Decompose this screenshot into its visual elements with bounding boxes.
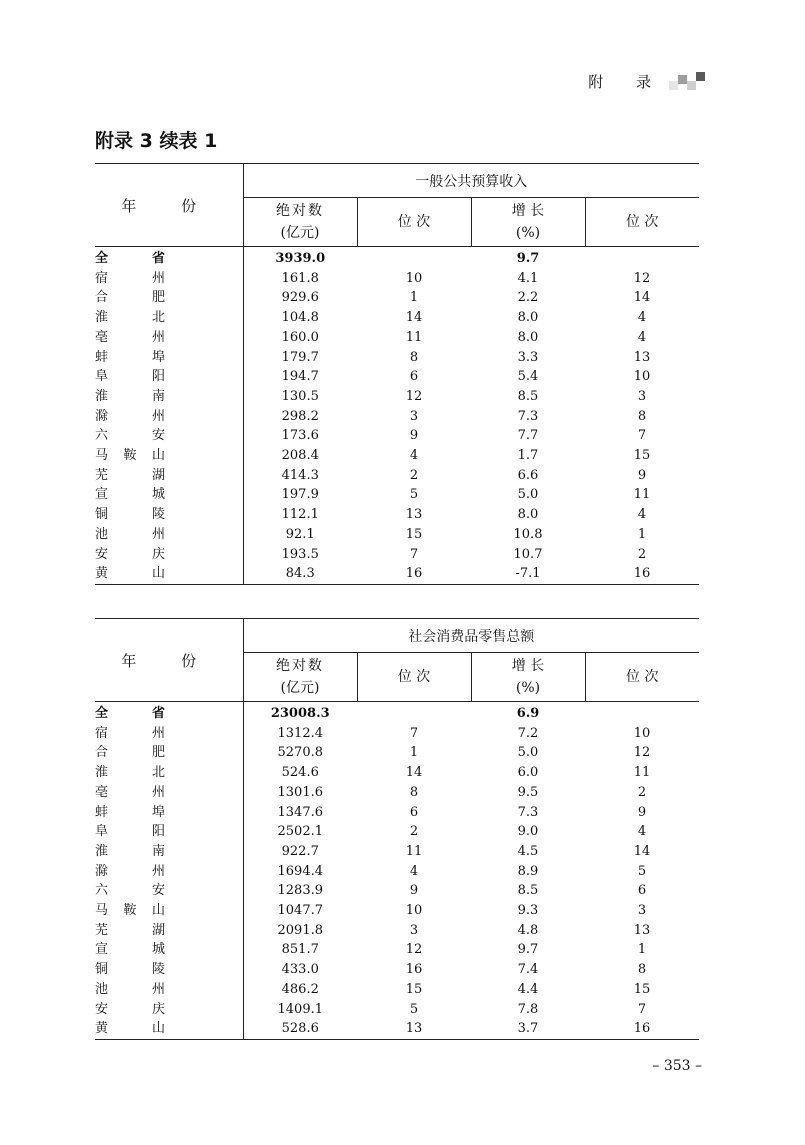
table-row [95,466,699,486]
rank-cell: 15 [405,981,423,997]
growth-rank-cell [585,702,699,724]
growth-value-cell: 7.2 [517,725,539,741]
growth-rank-cell: 9 [637,804,647,820]
growth-value-cell: 5.0 [517,487,539,503]
region-label: 宣城 [95,942,165,958]
growth-rank-cell: 15 [633,981,651,997]
running-header [588,70,705,92]
rank-cell: 2 [409,467,419,483]
abs-value-cell: 1347.6 [277,804,323,820]
abs-value-cell: 173.6 [281,428,319,444]
growth-rank-cell: 7 [637,428,647,444]
abs-value-cell: 1283.9 [277,883,323,899]
region-label: 铜陵 [95,507,165,523]
region-cell [95,960,243,980]
rank-cell: 8 [409,349,419,365]
abs-value-cell: 208.4 [281,448,319,464]
growth-rank-cell: 1 [637,526,647,542]
growth-rank-cell: 15 [633,448,651,464]
region-label: 淮南 [95,388,165,404]
growth-rank-cell: 1 [637,942,647,958]
abs-value-cell: 524.6 [281,765,319,781]
abs-value-cell: 193.5 [281,546,319,562]
growth-value-cell: 10.7 [513,546,543,562]
growth-value-cell: 4.4 [517,981,539,997]
region-cell [95,505,243,525]
rank-cell: 13 [357,1019,471,1039]
header-label: 附 录 [588,72,665,91]
region-cell [95,862,243,882]
table-row [95,545,699,565]
growth-value-cell: 8.5 [517,883,539,899]
rank-cell: 2 [409,824,419,840]
growth-rank-cell: 3 [637,388,647,404]
rank-header: 位 次 [357,653,471,702]
growth-rank-cell: 4 [637,310,647,326]
region-label: 安庆 [95,1001,165,1017]
rank-cell: 9 [409,883,419,899]
table-row [95,1000,699,1020]
rank-cell: 11 [405,329,423,345]
rank-cell: 7 [409,546,419,562]
region-cell [95,485,243,505]
region-label: 淮北 [95,765,165,781]
region-label: 蚌埠 [95,804,165,820]
table-row [95,485,699,505]
growth-rank-cell: 4 [637,507,647,523]
rank-cell: 13 [405,507,423,523]
abs-value-cell: 1312.4 [277,725,323,741]
abs-value-cell: 3939.0 [275,251,326,266]
year-header: 年 份 [95,619,243,702]
abs-value-cell: 528.6 [243,1019,357,1039]
table-row [95,724,699,744]
rank-cell: 9 [409,428,419,444]
table-row [95,822,699,842]
rank-cell: 8 [409,784,419,800]
region-label: 合肥 [95,745,165,761]
region-label: 马鞍山 [95,448,165,464]
table-row [95,763,699,783]
abs-value-cell: 160.0 [281,329,319,345]
table-row [95,842,699,862]
table-row [95,783,699,803]
growth-rank-cell: 11 [633,765,651,781]
region-label: 芜湖 [95,467,165,483]
region-label: 全省 [95,706,165,721]
region-label: 亳州 [95,784,165,800]
region-label: 宣城 [95,487,165,503]
rank-cell: 4 [409,448,419,464]
abs-value-cell: 197.9 [281,487,319,503]
region-label: 安庆 [95,546,165,562]
rank-cell: 12 [405,942,423,958]
region-label: 六安 [95,428,165,444]
growth-value-cell: 1.7 [517,448,539,464]
growth-value-cell: 9.7 [517,942,539,958]
abs-value-cell: 130.5 [281,388,319,404]
rank-cell: 6 [409,369,419,385]
growth-rank-cell: 11 [633,487,651,503]
table-row [95,426,699,446]
region-label: 池州 [95,526,165,542]
table-row [95,407,699,427]
growth-rank-cell: 9 [637,467,647,483]
abs-value-cell: 2502.1 [277,824,323,840]
growth-value-cell: 7.3 [517,804,539,820]
region-cell [95,702,243,724]
table-row [95,960,699,980]
growth-value-cell: 7.7 [517,428,539,444]
growth-value-cell: 8.0 [517,310,539,326]
region-label: 蚌埠 [95,349,165,365]
table-row [95,387,699,407]
rank-cell: 16 [405,962,423,978]
region-cell [95,881,243,901]
growth-value-cell: 8.0 [517,507,539,523]
growth-value-cell: 7.8 [517,1001,539,1017]
region-cell [95,348,243,368]
abs-value-cell: 112.1 [281,507,319,523]
rank-cell: 10 [405,270,423,286]
growth-value-cell: 8.0 [517,329,539,345]
region-label: 铜陵 [95,962,165,978]
page-number: – 353 – [652,1058,702,1074]
abs-value-cell: 84.3 [243,564,357,584]
growth-value-cell: 5.4 [517,369,539,385]
abs-value-cell: 414.3 [281,467,319,483]
growth-value-cell: 9.0 [517,824,539,840]
growth-rank-cell: 14 [633,290,651,306]
region-label: 淮北 [95,310,165,326]
growth-header: 增 长 (%) [471,653,585,702]
growth-rank-cell: 13 [633,922,651,938]
region-label: 宿州 [95,270,165,286]
growth-rank-cell: 2 [637,546,647,562]
table-row [95,980,699,1000]
rank-cell: 15 [405,526,423,542]
table-row [95,1019,699,1039]
region-cell [95,724,243,744]
rank-cell: 5 [409,1001,419,1017]
abs-header: 绝对数 (亿元) [243,198,357,247]
region-cell [95,466,243,486]
growth-value-cell: 7.3 [517,408,539,424]
region-cell [95,921,243,941]
region-cell [95,1000,243,1020]
table-row [95,862,699,882]
rank-cell: 3 [409,408,419,424]
region-cell [95,803,243,823]
growth-value-cell: 6.6 [517,467,539,483]
growth-header: 增 长 (%) [471,198,585,247]
deco-square [687,81,696,90]
rank-cell: 1 [409,745,419,761]
region-label: 亳州 [95,329,165,345]
growth-rank-cell [585,247,699,269]
growth-value-cell: 5.0 [517,745,539,761]
table-row [95,702,699,724]
region-cell [95,1019,243,1039]
table-row [95,328,699,348]
rank-cell: 7 [409,725,419,741]
table-row [95,881,699,901]
table-row [95,940,699,960]
deco-square [669,81,678,90]
region-cell [95,783,243,803]
table-row [95,803,699,823]
growth-value-cell: 2.2 [517,290,539,306]
region-cell [95,980,243,1000]
region-label: 滁州 [95,408,165,424]
table-row [95,564,699,584]
retail-sales-table [95,618,699,1040]
region-label: 淮南 [95,843,165,859]
growth-rank-cell: 7 [637,1001,647,1017]
growth-value-cell: 4.1 [517,270,539,286]
budget-revenue-table [95,163,699,585]
rank-cell [357,702,471,724]
region-cell [95,525,243,545]
growth-rank-cell: 12 [633,745,651,761]
table-row [95,901,699,921]
region-cell [95,407,243,427]
growth-value-cell: 3.3 [517,349,539,365]
growth-value-cell: 3.7 [471,1019,585,1039]
growth-rank-cell: 8 [637,962,647,978]
rank-cell: 16 [357,564,471,584]
category-header: 社会消费品零售总额 [243,619,699,653]
deco-square [678,75,687,84]
table-row [95,247,699,269]
region-cell [95,367,243,387]
rank-cell: 5 [409,487,419,503]
region-cell [95,446,243,466]
deco-square [696,72,705,81]
growth-value-cell: 9.7 [516,251,540,266]
table-row [95,525,699,545]
growth-rank-cell: 8 [637,408,647,424]
abs-value-cell: 23008.3 [270,706,330,721]
region-label: 合肥 [95,290,165,306]
page-title: 附录 3 续表 1 [95,130,218,152]
abs-value-cell: 179.7 [281,349,319,365]
abs-value-cell: 1047.7 [277,903,323,919]
growth-rank-cell: 10 [633,725,651,741]
abs-value-cell: 298.2 [281,408,319,424]
region-cell [95,426,243,446]
region-label: 阜阳 [95,369,165,385]
abs-value-cell: 2091.8 [277,922,323,938]
region-cell [95,822,243,842]
table-row [95,921,699,941]
table-row [95,505,699,525]
growth-value-cell: -7.1 [471,564,585,584]
rank-cell [357,247,471,269]
region-label: 滁州 [95,863,165,879]
abs-value-cell: 851.7 [281,942,319,958]
region-label: 芜湖 [95,922,165,938]
growth-rank-cell: 3 [637,903,647,919]
growth-rank-cell: 16 [585,1019,699,1039]
region-label: 阜阳 [95,824,165,840]
rank-cell: 14 [405,765,423,781]
abs-value-cell: 1409.1 [277,1001,323,1017]
abs-value-cell: 194.7 [281,369,319,385]
growth-rank-cell: 12 [633,270,651,286]
region-cell [95,901,243,921]
growth-value-cell: 10.8 [513,526,543,542]
table-row [95,367,699,387]
growth-value-cell: 8.5 [517,388,539,404]
rank-header: 位 次 [357,198,471,247]
abs-value-cell: 104.8 [281,310,319,326]
rank-cell: 6 [409,804,419,820]
region-label: 马鞍山 [95,903,165,919]
decorative-squares [669,72,705,90]
growth-value-cell: 4.5 [517,843,539,859]
rank-cell: 10 [405,903,423,919]
rank-cell: 1 [409,290,419,306]
year-header: 年 份 [95,164,243,247]
region-cell [95,387,243,407]
region-cell [95,328,243,348]
growth-rank-header: 位 次 [585,653,699,702]
table-row [95,308,699,328]
region-cell [95,308,243,328]
growth-value-cell: 8.9 [517,863,539,879]
growth-value-cell: 9.5 [517,784,539,800]
region-cell [95,247,243,269]
abs-value-cell: 486.2 [281,981,319,997]
growth-rank-header: 位 次 [585,198,699,247]
growth-value-cell: 9.3 [517,903,539,919]
rank-cell: 11 [405,843,423,859]
growth-value-cell: 4.8 [517,922,539,938]
rank-cell: 3 [409,922,419,938]
rank-cell: 4 [409,863,419,879]
abs-value-cell: 5270.8 [277,745,323,761]
region-label: 宿州 [95,725,165,741]
region-label: 黄山 [95,566,165,582]
growth-rank-cell: 4 [637,824,647,840]
abs-header: 绝对数 (亿元) [243,653,357,702]
growth-rank-cell: 10 [633,369,651,385]
growth-rank-cell: 5 [637,863,647,879]
growth-value-cell: 7.4 [517,962,539,978]
rank-cell: 12 [405,388,423,404]
table-row [95,743,699,763]
abs-value-cell: 1694.4 [277,863,323,879]
region-label: 六安 [95,883,165,899]
growth-rank-cell: 6 [637,883,647,899]
abs-value-cell: 92.1 [285,526,315,542]
growth-rank-cell: 14 [633,843,651,859]
table-row [95,269,699,289]
region-label: 池州 [95,981,165,997]
growth-rank-cell: 16 [585,564,699,584]
table-row [95,288,699,308]
abs-value-cell: 433.0 [281,962,319,978]
growth-rank-cell: 13 [633,349,651,365]
category-header: 一般公共预算收入 [243,164,699,198]
region-cell [95,940,243,960]
abs-value-cell: 929.6 [281,290,319,306]
growth-rank-cell: 4 [637,329,647,345]
abs-value-cell: 922.7 [281,843,319,859]
growth-value-cell: 6.9 [516,706,540,721]
growth-rank-cell: 2 [637,784,647,800]
region-cell [95,743,243,763]
region-cell [95,763,243,783]
rank-cell: 14 [405,310,423,326]
region-cell [95,269,243,289]
region-label: 黄山 [95,1021,165,1037]
region-cell [95,545,243,565]
abs-value-cell: 1301.6 [277,784,323,800]
abs-value-cell: 161.8 [281,270,319,286]
region-cell [95,288,243,308]
region-cell [95,842,243,862]
growth-value-cell: 6.0 [517,765,539,781]
region-cell [95,564,243,584]
table-row [95,446,699,466]
region-label: 全省 [95,251,165,266]
table-row [95,348,699,368]
